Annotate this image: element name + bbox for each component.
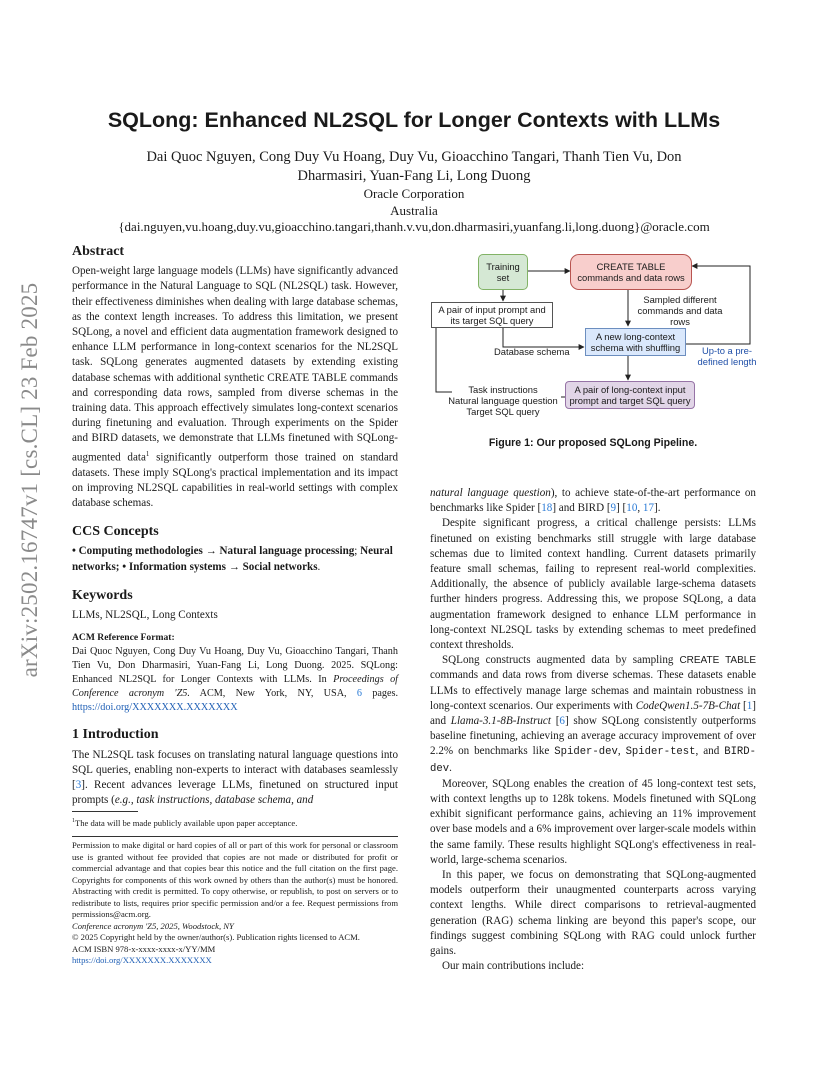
intro-heading: 1 Introduction [72, 726, 159, 742]
acm-doi-link[interactable]: https://doi.org/XXXXXXX.XXXXXXX [72, 701, 238, 713]
citation-1[interactable]: 1 [746, 699, 753, 712]
arxiv-sidebar [10, 282, 50, 678]
long-context-pair-node: A pair of long-context input prompt and target SQL query [565, 381, 695, 409]
citation-17[interactable]: 17 [642, 502, 654, 515]
keywords-heading: Keywords [72, 587, 133, 603]
country: Australia [390, 203, 438, 218]
sampled-label: Sampled different commands and data rows [637, 294, 723, 327]
paper-title: SQLong: Enhanced NL2SQL for Longer Contexts with LLMs [107, 108, 721, 132]
training-set-node: Training set [478, 254, 528, 290]
affiliation: Oracle Corporation [363, 186, 465, 201]
abstract-heading: Abstract [72, 244, 125, 259]
intro-paragraph-1: The NL2SQL task focuses on translating natural language questions into SQL queries, enabling non-experts to interact with databases seamlessly [3]. Recent advances leverage LLMs, finetuned on structured input prompts (e.g., task instructions, database schema, and [72, 748, 398, 807]
footnote-rule [72, 811, 138, 812]
ccs-heading: CCS Concepts [72, 524, 159, 540]
authors-line-2: Dharmasiri, Yuan-Fang Li, Long Duong [297, 168, 531, 184]
citation-9[interactable]: 9 [610, 502, 617, 515]
left-column [72, 244, 398, 809]
arxiv-id: arXiv:2502.16747v1 [cs.CL] 23 Feb 2025 [17, 282, 42, 678]
intro-paragraph-4: Moreover, SQLong enables the creation of 45 long-context test sets, with context lengths up to 128k tokens. Models finetuned with SQLong exhibit significant performance gains, achieving an 11% improvement over base models and a 6% improvement over larger-scale models within the same family. These results highlight SQLong's effectiveness in real-world, large-schema scenarios. [430, 777, 756, 866]
citation-3[interactable]: 3 [75, 779, 82, 792]
create-table-node: CREATE TABLE commands and data rows [570, 254, 692, 290]
figure-caption: Figure 1: Our proposed SQLong Pipeline. [488, 437, 698, 449]
citation-18[interactable]: 18 [541, 502, 553, 515]
authors-line-1: Dai Quoc Nguyen, Cong Duy Vu Hoang, Duy Vu, Gioacchino Tangari, Thanh Tien Vu, Don [146, 149, 682, 165]
database-schema-label: Database schema [494, 346, 570, 357]
figure-1 [428, 244, 758, 430]
conference-line: Conference acronym 'Z5, 2025, Woodstock, NY [72, 920, 234, 931]
author-emails[interactable]: {dai.nguyen,vu.hoang,duy.vu,gioacchino.tangari,thanh.v.vu,don.dharmasiri,yuanfang.li,long.duong}@oracle.com [118, 219, 710, 234]
footnote: $^1$The data will be made publicly available upon paper acceptance. [72, 817, 298, 828]
keywords-text: LLMs, NL2SQL, Long Contexts [72, 608, 218, 621]
task-inputs-label: Task instructions Natural language question Target SQL query [448, 384, 558, 417]
permission-block [72, 836, 398, 967]
permission-text: Permission to make digital or hard copies of all or part of this work for personal or classroom use is granted without fee provided that copies are not made or distributed for profit or commercial advantage and that copies bear this notice and the full citation on the first page. Copyrights for components of this work owned by others than the author(s) must be honored. Abstracting with credit is permitted. To copy otherwise, or republish, to post on servers or to redistribute to lists, requires prior specific permission and/or a fee. Request permissions from permissions@acm.org. [72, 840, 398, 919]
intro-paragraph-1-cont: natural language question), to achieve state-of-the-art performance on benchmarks like Spider [18] and BIRD [9] [10, 17]. [430, 487, 756, 515]
acm-reference: ACM Reference Format: Dai Quoc Nguyen, Cong Duy Vu Hoang, Duy Vu, Gioacchino Tangari, Thanh Tien Vu, Don Dharmasiri, Yuan-Fang Li, Long Duong. 2025. SQLong: Enhanced NL2SQL for Longer Contexts with LLMs. In Proceedings of Conference acronym 'Z5. ACM, New York, NY, USA, 6 pages. https://doi.org/XXXXXXX.XXXXXXX [72, 632, 399, 713]
citation-10[interactable]: 10 [626, 502, 638, 515]
copyright-line: © 2025 Copyright held by the owner/author(s). Publication rights licensed to ACM. [72, 932, 360, 942]
ccs-concepts: • Computing methodologies → Natural language processing; Neural networks; • Information systems → Social networks. [72, 545, 393, 573]
intro-paragraph-2: Despite significant progress, a critical challenge persists: LLMs finetuned on existing benchmarks still struggle with large database schemas due to limited context handling. Current datasets primarily feature small schemas, failing to represent real-world complexities. Additionally, the absence of publicly available large-schema datasets further hinders progress. Addressing this, we propose SQLong, a data augmentation framework designed to enhance LLM performance in long-context NL2SQL tasks by extending schemas to meet predefined context thresholds. [430, 517, 756, 652]
isbn-line: ACM ISBN 978-x-xxxx-xxxx-x/YY/MM [72, 943, 216, 954]
intro-paragraph-6: Our main contributions include: [442, 960, 585, 973]
right-column [430, 486, 756, 975]
permission-doi-link[interactable]: https://doi.org/XXXXXXX.XXXXXXX [72, 955, 212, 965]
intro-paragraph-5: In this paper, we focus on demonstrating that SQLong-augmented models outperform their unaugmented counterparts across varying context lengths. While direct comparisons to retrieval-augmented generation (RAG) schema linking are beyond this paper's scope, our findings suggest combining SQLong with RAG could unlock further gains. [430, 869, 756, 958]
predefined-length-label: Up-to a pre- defined length [697, 345, 757, 367]
abstract-text: Open-weight large language models (LLMs) have significantly advanced performance in the Natural Language to SQL (NL2SQL) task. However, their effectiveness diminishes when dealing with large database schemas, as the context length increases. To address this limitation, we present SQLong, a novel and efficient data augmentation framework designed to enhance LLM performance in long-context scenarios for the NL2SQL task. SQLong generates augmented datasets by extending existing database schemas with additional synthetic CREATE TABLE commands and corresponding data rows, sampled from diverse schemas in the training data. This approach effectively simulates long-context scenarios during finetuning and evaluation. Through experiments on the Spider and BIRD datasets, we demonstrate that LLMs finetuned with SQLong-augmented data$^1$ significantly outperform those trained on standard datasets. These imply SQLong's practical implementation and its impact on improving NL2SQL capabilities in real-world settings with complex database schemas. [72, 265, 398, 509]
prompt-pair-node: A pair of input prompt and its target SQL query [431, 302, 553, 328]
citation-6[interactable]: 6 [559, 715, 565, 728]
long-context-schema-node: A new long-context schema with shuffling [585, 328, 686, 356]
intro-paragraph-3: SQLong constructs augmented data by sampling CREATE TABLE commands and data rows from diverse schemas. These datasets enable LLMs to effectively manage large schemas and maintain robustness in long-context scenarios. Our experiments with CodeQwen1.5-7B-Chat [1] and Llama-3.1-8B-Instruct [6] show SQLong consistently outperforms baseline finetuning, achieving an average accuracy improvement of over 2.2% on benchmarks like Spider-dev, Spider-test, and BIRD-dev. [430, 654, 757, 775]
